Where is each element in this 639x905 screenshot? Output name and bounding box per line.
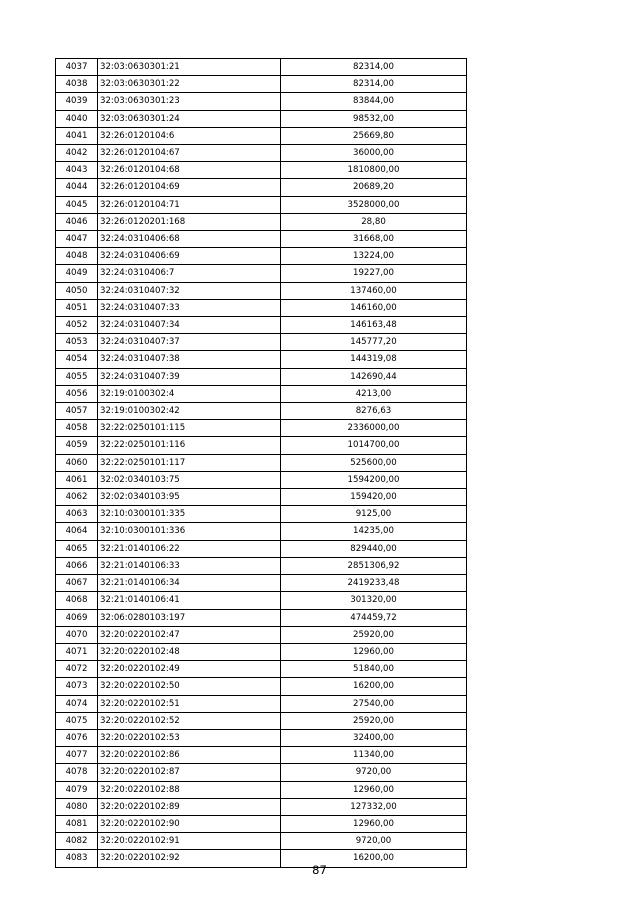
cadastral-number-cell: 32:20:0220102:91: [98, 833, 281, 850]
cadastral-value-cell: 9720,00: [281, 833, 467, 850]
row-number-cell: 4062: [56, 489, 98, 506]
cadastral-number-cell: 32:21:0140106:33: [98, 557, 281, 574]
cadastral-value-cell: 82314,00: [281, 76, 467, 93]
table-row: [56, 523, 467, 540]
row-number-cell: 4066: [56, 557, 98, 574]
cadastral-number-cell: 32:21:0140106:41: [98, 592, 281, 609]
row-number-cell: 4080: [56, 798, 98, 815]
cadastral-number-cell: 32:20:0220102:50: [98, 678, 281, 695]
cadastral-value-cell: 142690,44: [281, 368, 467, 385]
cadastral-value-table-container: [55, 58, 466, 868]
cadastral-value-cell: 12960,00: [281, 643, 467, 660]
row-number-cell: 4077: [56, 747, 98, 764]
table-row: [56, 678, 467, 695]
table-row: [56, 93, 467, 110]
row-number-cell: 4043: [56, 162, 98, 179]
row-number-cell: 4076: [56, 729, 98, 746]
cadastral-value-cell: 14235,00: [281, 523, 467, 540]
cadastral-number-cell: 32:24:0310407:38: [98, 351, 281, 368]
cadastral-value-cell: 32400,00: [281, 729, 467, 746]
row-number-cell: 4050: [56, 282, 98, 299]
row-number-cell: 4058: [56, 420, 98, 437]
table-row: [56, 282, 467, 299]
row-number-cell: 4070: [56, 626, 98, 643]
cadastral-value-cell: 159420,00: [281, 489, 467, 506]
cadastral-value-cell: 1014700,00: [281, 437, 467, 454]
table-row: [56, 575, 467, 592]
cadastral-number-cell: 32:03:0630301:24: [98, 110, 281, 127]
cadastral-number-cell: 32:20:0220102:49: [98, 661, 281, 678]
cadastral-value-cell: 16200,00: [281, 678, 467, 695]
cadastral-value-cell: 16200,00: [281, 850, 467, 867]
cadastral-value-cell: 83844,00: [281, 93, 467, 110]
cadastral-value-cell: 301320,00: [281, 592, 467, 609]
cadastral-value-cell: 28,80: [281, 213, 467, 230]
row-number-cell: 4038: [56, 76, 98, 93]
row-number-cell: 4072: [56, 661, 98, 678]
row-number-cell: 4051: [56, 299, 98, 316]
row-number-cell: 4053: [56, 334, 98, 351]
table-row: [56, 162, 467, 179]
cadastral-value-cell: 127332,00: [281, 798, 467, 815]
cadastral-number-cell: 32:24:0310407:34: [98, 317, 281, 334]
row-number-cell: 4060: [56, 454, 98, 471]
table-row: [56, 471, 467, 488]
cadastral-number-cell: 32:22:0250101:116: [98, 437, 281, 454]
table-row: [56, 145, 467, 162]
cadastral-number-cell: 32:02:0340103:75: [98, 471, 281, 488]
row-number-cell: 4071: [56, 643, 98, 660]
table-row: [56, 747, 467, 764]
cadastral-value-cell: 9125,00: [281, 506, 467, 523]
row-number-cell: 4057: [56, 403, 98, 420]
cadastral-value-cell: 13224,00: [281, 248, 467, 265]
cadastral-value-cell: 12960,00: [281, 781, 467, 798]
cadastral-number-cell: 32:24:0310407:32: [98, 282, 281, 299]
row-number-cell: 4082: [56, 833, 98, 850]
cadastral-number-cell: 32:26:0120104:6: [98, 127, 281, 144]
cadastral-number-cell: 32:24:0310406:7: [98, 265, 281, 282]
table-row: [56, 76, 467, 93]
row-number-cell: 4047: [56, 231, 98, 248]
table-row: [56, 712, 467, 729]
row-number-cell: 4046: [56, 213, 98, 230]
cadastral-number-cell: 32:26:0120104:67: [98, 145, 281, 162]
row-number-cell: 4063: [56, 506, 98, 523]
cadastral-value-cell: 31668,00: [281, 231, 467, 248]
table-row: [56, 403, 467, 420]
row-number-cell: 4052: [56, 317, 98, 334]
cadastral-value-cell: 8276,63: [281, 403, 467, 420]
cadastral-value-cell: 2419233,48: [281, 575, 467, 592]
table-row: [56, 781, 467, 798]
row-number-cell: 4081: [56, 815, 98, 832]
cadastral-number-cell: 32:24:0310406:69: [98, 248, 281, 265]
row-number-cell: 4067: [56, 575, 98, 592]
row-number-cell: 4073: [56, 678, 98, 695]
cadastral-value-cell: 144319,08: [281, 351, 467, 368]
cadastral-number-cell: 32:20:0220102:89: [98, 798, 281, 815]
table-row: [56, 248, 467, 265]
cadastral-value-cell: 36000,00: [281, 145, 467, 162]
cadastral-number-cell: 32:21:0140106:34: [98, 575, 281, 592]
cadastral-value-cell: 25669,80: [281, 127, 467, 144]
cadastral-number-cell: 32:20:0220102:92: [98, 850, 281, 867]
cadastral-value-cell: 145777,20: [281, 334, 467, 351]
cadastral-value-cell: 1594200,00: [281, 471, 467, 488]
table-row: [56, 368, 467, 385]
cadastral-number-cell: 32:20:0220102:86: [98, 747, 281, 764]
cadastral-value-cell: 9720,00: [281, 764, 467, 781]
row-number-cell: 4075: [56, 712, 98, 729]
cadastral-value-cell: 98532,00: [281, 110, 467, 127]
table-row: [56, 609, 467, 626]
cadastral-value-cell: 3528000,00: [281, 196, 467, 213]
cadastral-number-cell: 32:26:0120201:168: [98, 213, 281, 230]
cadastral-number-cell: 32:03:0630301:21: [98, 59, 281, 76]
table-row: [56, 213, 467, 230]
table-row: [56, 317, 467, 334]
cadastral-value-cell: 4213,00: [281, 385, 467, 402]
cadastral-value-cell: 146160,00: [281, 299, 467, 316]
page-number: 87: [312, 863, 327, 877]
table-row: [56, 351, 467, 368]
cadastral-number-cell: 32:26:0120104:71: [98, 196, 281, 213]
cadastral-value-cell: 829440,00: [281, 540, 467, 557]
row-number-cell: 4048: [56, 248, 98, 265]
table-row: [56, 661, 467, 678]
cadastral-value-cell: 51840,00: [281, 661, 467, 678]
cadastral-number-cell: 32:22:0250101:115: [98, 420, 281, 437]
cadastral-value-cell: 11340,00: [281, 747, 467, 764]
table-row: [56, 729, 467, 746]
cadastral-number-cell: 32:20:0220102:52: [98, 712, 281, 729]
row-number-cell: 4061: [56, 471, 98, 488]
cadastral-value-cell: 27540,00: [281, 695, 467, 712]
cadastral-number-cell: 32:20:0220102:47: [98, 626, 281, 643]
row-number-cell: 4055: [56, 368, 98, 385]
table-row: [56, 420, 467, 437]
row-number-cell: 4044: [56, 179, 98, 196]
table-row: [56, 299, 467, 316]
table-row: [56, 833, 467, 850]
row-number-cell: 4056: [56, 385, 98, 402]
cadastral-number-cell: 32:03:0630301:23: [98, 93, 281, 110]
table-row: [56, 196, 467, 213]
table-row: [56, 127, 467, 144]
row-number-cell: 4064: [56, 523, 98, 540]
cadastral-value-table: [55, 58, 467, 868]
cadastral-value-cell: 2336000,00: [281, 420, 467, 437]
row-number-cell: 4039: [56, 93, 98, 110]
table-row: [56, 626, 467, 643]
cadastral-value-cell: 474459,72: [281, 609, 467, 626]
table-row: [56, 59, 467, 76]
table-row: [56, 540, 467, 557]
table-row: [56, 506, 467, 523]
cadastral-value-cell: 1810800,00: [281, 162, 467, 179]
row-number-cell: 4065: [56, 540, 98, 557]
cadastral-value-cell: 25920,00: [281, 626, 467, 643]
cadastral-value-cell: 20689,20: [281, 179, 467, 196]
table-row: [56, 179, 467, 196]
table-row: [56, 798, 467, 815]
cadastral-value-cell: 137460,00: [281, 282, 467, 299]
table-row: [56, 815, 467, 832]
table-row: [56, 110, 467, 127]
cadastral-number-cell: 32:20:0220102:90: [98, 815, 281, 832]
cadastral-number-cell: 32:06:0280103:197: [98, 609, 281, 626]
table-row: [56, 265, 467, 282]
cadastral-number-cell: 32:24:0310406:68: [98, 231, 281, 248]
cadastral-number-cell: 32:20:0220102:48: [98, 643, 281, 660]
cadastral-number-cell: 32:24:0310407:37: [98, 334, 281, 351]
cadastral-number-cell: 32:22:0250101:117: [98, 454, 281, 471]
cadastral-value-cell: 525600,00: [281, 454, 467, 471]
table-row: [56, 557, 467, 574]
row-number-cell: 4083: [56, 850, 98, 867]
row-number-cell: 4045: [56, 196, 98, 213]
row-number-cell: 4054: [56, 351, 98, 368]
row-number-cell: 4079: [56, 781, 98, 798]
cadastral-number-cell: 32:24:0310407:33: [98, 299, 281, 316]
cadastral-value-cell: 25920,00: [281, 712, 467, 729]
cadastral-number-cell: 32:20:0220102:51: [98, 695, 281, 712]
row-number-cell: 4037: [56, 59, 98, 76]
cadastral-number-cell: 32:02:0340103:95: [98, 489, 281, 506]
table-row: [56, 764, 467, 781]
cadastral-number-cell: 32:10:0300101:335: [98, 506, 281, 523]
cadastral-number-cell: 32:03:0630301:22: [98, 76, 281, 93]
cadastral-number-cell: 32:26:0120104:69: [98, 179, 281, 196]
table-row: [56, 592, 467, 609]
cadastral-number-cell: 32:20:0220102:87: [98, 764, 281, 781]
row-number-cell: 4042: [56, 145, 98, 162]
cadastral-number-cell: 32:26:0120104:68: [98, 162, 281, 179]
cadastral-value-cell: 82314,00: [281, 59, 467, 76]
row-number-cell: 4041: [56, 127, 98, 144]
row-number-cell: 4069: [56, 609, 98, 626]
cadastral-value-cell: 146163,48: [281, 317, 467, 334]
cadastral-number-cell: 32:19:0100302:42: [98, 403, 281, 420]
table-row: [56, 489, 467, 506]
cadastral-number-cell: 32:20:0220102:53: [98, 729, 281, 746]
row-number-cell: 4040: [56, 110, 98, 127]
cadastral-number-cell: 32:10:0300101:336: [98, 523, 281, 540]
table-row: [56, 454, 467, 471]
cadastral-value-cell: 12960,00: [281, 815, 467, 832]
cadastral-number-cell: 32:20:0220102:88: [98, 781, 281, 798]
table-row: [56, 643, 467, 660]
row-number-cell: 4059: [56, 437, 98, 454]
cadastral-number-cell: 32:21:0140106:22: [98, 540, 281, 557]
row-number-cell: 4068: [56, 592, 98, 609]
row-number-cell: 4074: [56, 695, 98, 712]
table-row: [56, 385, 467, 402]
table-body: [56, 59, 467, 868]
cadastral-value-cell: 19227,00: [281, 265, 467, 282]
row-number-cell: 4078: [56, 764, 98, 781]
table-row: [56, 437, 467, 454]
cadastral-number-cell: 32:19:0100302:4: [98, 385, 281, 402]
table-row: [56, 334, 467, 351]
cadastral-number-cell: 32:24:0310407:39: [98, 368, 281, 385]
cadastral-value-cell: 2851306,92: [281, 557, 467, 574]
row-number-cell: 4049: [56, 265, 98, 282]
table-row: [56, 231, 467, 248]
table-row: [56, 695, 467, 712]
